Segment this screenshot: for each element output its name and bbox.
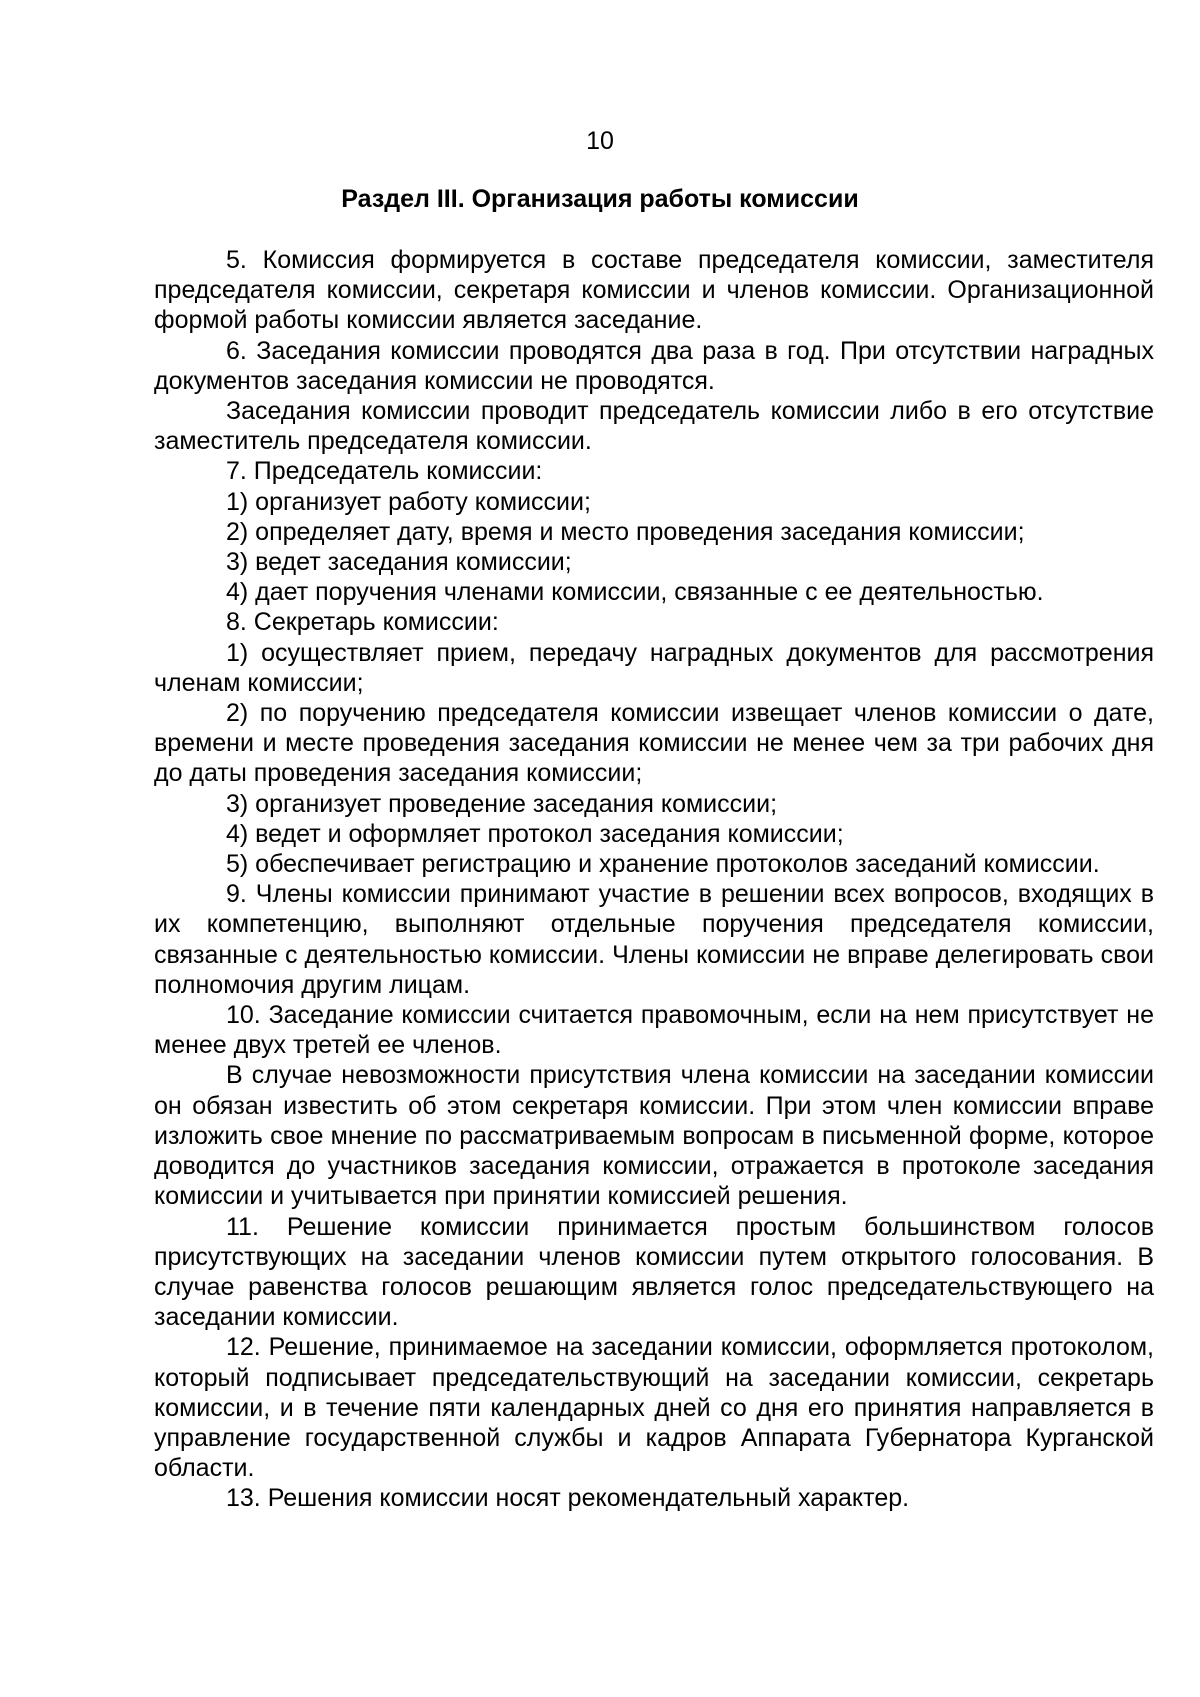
paragraph-8-item-2: 2) по поручению председателя комиссии извещает членов комиссии о дате, времени и месте проведения заседания комиссии не менее чем за три рабочих дня до даты проведения заседания комиссии; bbox=[154, 699, 1154, 788]
paragraph-6-continued: Заседания комиссии проводит председатель комиссии либо в его отсутствие заместитель председателя комиссии. bbox=[154, 397, 1154, 456]
paragraph-7-item-3: 3) ведет заседания комиссии; bbox=[226, 548, 572, 577]
paragraph-6: 6. Заседания комиссии проводятся два раза в год. При отсутствии наградных документов заседания комиссии не проводятся. bbox=[154, 336, 1154, 395]
paragraph-10-continued: В случае невозможности присутствия члена комиссии на заседании комиссии он обязан известить об этом секретаря комиссии. При этом член комиссии вправе изложить свое мнение по рассматриваемым вопросам в письменной форме, которое доводится до участников заседания комиссии, отражается в протоколе заседания комиссии и учитывается при принятии комиссией решения. bbox=[154, 1061, 1154, 1211]
paragraph-8-item-4: 4) ведет и оформляет протокол заседания комиссии; bbox=[226, 819, 844, 848]
paragraph-7-item-1: 1) организует работу комиссии; bbox=[226, 487, 591, 516]
paragraph-7-item-4: 4) дает поручения членами комиссии, связанные с ее деятельностью. bbox=[226, 578, 1044, 607]
paragraph-5: 5. Комиссия формируется в составе председателя комиссии, заместителя председателя комиссии, секретаря комиссии и членов комиссии. Организационной формой работы комиссии является заседание. bbox=[154, 246, 1154, 335]
paragraph-8-item-1: 1) осуществляет прием, передачу наградных документов для рассмотрения членам комиссии; bbox=[154, 638, 1154, 697]
paragraph-11: 11. Решение комиссии принимается простым большинством голосов присутствующих на заседании членов комиссии путем открытого голосования. В случае равенства голосов решающим является голос председательствующего на заседании комиссии. bbox=[154, 1212, 1154, 1332]
paragraph-8-item-5: 5) обеспечивает регистрацию и хранение протоколов заседаний комиссии. bbox=[226, 850, 1100, 879]
paragraph-12: 12. Решение, принимаемое на заседании комиссии, оформляется протоколом, который подписывает председательствующий на заседании комиссии, секретарь комиссии, и в течение пяти календарных дней со дня его принятия направляется в управление государственной службы и кадров Аппарата Губернатора Курганской области. bbox=[154, 1333, 1154, 1483]
section-title: Раздел III. Организация работы комиссии bbox=[341, 185, 859, 213]
section-body bbox=[154, 245, 1154, 1514]
paragraph-7-item-2: 2) определяет дату, время и место проведения заседания комиссии; bbox=[226, 517, 1025, 546]
paragraph-8: 8. Секретарь комиссии: bbox=[226, 608, 499, 637]
paragraph-9: 9. Члены комиссии принимают участие в решении всех вопросов, входящих в их компетенцию, выполняют отдельные поручения председателя комиссии, связанные с деятельностью комиссии. Члены комиссии не вправе делегировать свои полномочия другим лицам. bbox=[154, 880, 1154, 999]
page-number: 10 bbox=[586, 127, 614, 155]
paragraph-13: 13. Решения комиссии носят рекомендательный характер. bbox=[226, 1484, 910, 1513]
paragraph-8-item-3: 3) организует проведение заседания комиссии; bbox=[226, 789, 778, 818]
paragraph-7: 7. Председатель комиссии: bbox=[226, 457, 543, 486]
paragraph-10: 10. Заседание комиссии считается правомочным, если на нем присутствует не менее двух третей ее членов. bbox=[154, 1001, 1154, 1060]
